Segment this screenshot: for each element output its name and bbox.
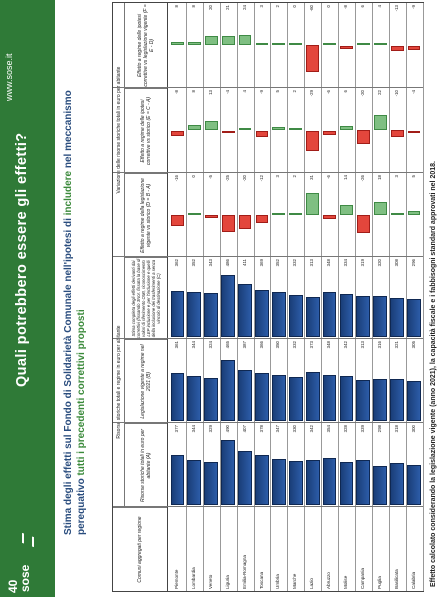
resource-bar-a <box>323 458 337 505</box>
variation-bar-d <box>289 213 302 215</box>
resource-bar-b <box>289 377 303 421</box>
variation-value-f: 0 <box>326 5 332 8</box>
variation-bar-e <box>391 131 404 138</box>
resource-bar-b <box>306 372 320 421</box>
variation-value-e: 13 <box>207 90 213 95</box>
variation-bar-e <box>239 128 252 131</box>
variation-bar-f <box>408 46 421 50</box>
region-label: Toscana <box>258 571 264 589</box>
resource-value-a: 300 <box>410 425 416 433</box>
variation-value-e: -8 <box>174 90 179 94</box>
variation-bar-f <box>222 36 235 45</box>
resource-value-a: 354 <box>326 425 332 433</box>
resource-bar-c <box>238 284 252 337</box>
resource-bar-b <box>221 360 235 421</box>
variation-bar-d <box>188 213 201 215</box>
variation-bar-d <box>408 212 421 216</box>
variation-value-f: -9 <box>410 5 416 9</box>
resource-value-a: 339 <box>359 425 365 433</box>
variation-value-e: 6 <box>343 90 348 93</box>
row-divider <box>423 3 424 591</box>
resource-bar-c <box>323 292 337 337</box>
region-label: Calabria <box>410 571 416 589</box>
variation-bar-e <box>306 131 319 151</box>
resource-value-c: 319 <box>359 259 365 267</box>
resource-bar-b <box>204 378 218 421</box>
slide-title: Quali potrebbero essere gli effetti? <box>14 132 30 387</box>
heading-highlight-1: includere <box>63 170 74 216</box>
header-c: Stima completa degli effetti derivanti dai correttivi (fissando 3Nor. fissata la base di valori di riferimento OMI, riconoscimento LEP inclusione e per l'inclusione e quelli della inclusione dei trasferimenti a senza vincolo di destinazione (C) <box>125 257 167 339</box>
resource-value-b: 321 <box>393 341 399 349</box>
resource-value-a: 330 <box>292 425 298 433</box>
resource-bar-c <box>272 292 286 337</box>
variation-bar-e <box>256 131 269 137</box>
resource-bar-b <box>272 375 286 421</box>
resource-value-b: 361 <box>174 341 179 349</box>
resource-value-b: 313 <box>359 341 365 349</box>
resource-value-a: 298 <box>376 425 382 433</box>
variation-value-e: -9 <box>258 90 264 94</box>
variation-value-f: 6 <box>359 5 365 8</box>
resource-bar-c <box>221 275 235 337</box>
variation-bar-e <box>323 131 336 135</box>
resource-bar-b <box>238 370 252 421</box>
resource-value-b: 344 <box>190 341 196 349</box>
resource-bar-b <box>187 376 201 421</box>
resource-value-a: 344 <box>190 425 196 433</box>
resource-value-b: 305 <box>410 341 416 349</box>
header-a: Risorse storiche totali in euro per abitante (A) <box>125 423 167 507</box>
variation-value-f: -13 <box>393 5 399 12</box>
variation-value-d: 3 <box>393 175 399 178</box>
resource-value-a: 329 <box>207 425 213 433</box>
resource-bar-a <box>356 460 370 505</box>
resource-bar-a <box>204 462 218 505</box>
variation-value-f: 21 <box>224 5 230 10</box>
variation-bar-f <box>272 44 285 46</box>
variation-value-f: 8 <box>190 5 196 8</box>
variation-bar-e <box>408 131 421 134</box>
variation-value-e: 5 <box>275 90 281 93</box>
variation-bar-e <box>171 131 184 137</box>
variation-bar-f <box>289 44 302 46</box>
resource-bar-b <box>255 373 269 421</box>
title-band <box>0 0 55 597</box>
resource-bar-c <box>289 295 303 337</box>
variation-bar-d <box>205 215 218 219</box>
resource-bar-a <box>373 466 387 505</box>
resource-value-b: 373 <box>309 341 315 349</box>
resource-bar-b <box>390 379 404 421</box>
variation-value-f: 2 <box>275 5 281 8</box>
region-label: Veneto <box>207 574 213 589</box>
region-label: Molise <box>343 575 348 589</box>
resource-bar-a <box>255 455 269 505</box>
heading-highlight-2: tutti i precedenti correttivi proposti <box>76 309 87 476</box>
variation-value-e: -4 <box>224 90 230 94</box>
header-b: Legislazione vigente a regime nel 2021 (B) <box>125 339 167 423</box>
region-label: Abruzzo <box>326 572 332 589</box>
resource-value-b: 342 <box>343 341 348 349</box>
variation-value-f: 20 <box>207 5 213 10</box>
variation-bar-f <box>188 42 201 46</box>
resource-value-c: 320 <box>376 259 382 267</box>
resource-value-c: 352 <box>190 259 196 267</box>
resource-value-a: 490 <box>224 425 230 433</box>
resource-bar-c <box>373 296 387 337</box>
resource-bar-c <box>356 296 370 337</box>
variation-value-e: -20 <box>359 90 365 97</box>
variation-value-d: 0 <box>190 175 196 178</box>
resource-bar-c <box>171 291 185 337</box>
region-label: Basilicata <box>393 569 399 589</box>
resource-bar-a <box>221 440 235 505</box>
variation-bar-e <box>357 131 370 145</box>
variation-value-f: 24 <box>241 5 247 10</box>
resource-value-b: 316 <box>376 341 382 349</box>
resource-bar-c <box>204 293 218 337</box>
resource-value-c: 308 <box>393 259 399 267</box>
resource-bar-a <box>407 465 421 505</box>
variation-bar-d <box>222 215 235 233</box>
resources-group-header: Risorse storiche totali e regime in euro per abitante <box>113 257 125 507</box>
resource-value-c: 334 <box>343 259 348 267</box>
resource-value-a: 347 <box>275 425 281 433</box>
variation-value-e: -4 <box>410 90 416 94</box>
header-d: Effetto a regime della legislazione vigente vs storico (D = B - A) <box>125 173 167 257</box>
variation-bar-e <box>222 131 235 134</box>
logo-mark-icon <box>22 533 34 547</box>
sose-logo: sose <box>18 564 32 592</box>
region-label: Puglia <box>376 576 382 589</box>
website-link[interactable]: www.sose.it <box>4 53 14 101</box>
resource-value-c: 411 <box>241 259 247 266</box>
resource-value-c: 348 <box>326 259 332 267</box>
resource-bar-a <box>272 459 286 505</box>
variation-value-d: -12 <box>258 175 264 182</box>
resource-value-b: 324 <box>207 341 213 349</box>
resource-value-c: 362 <box>174 259 179 267</box>
header-e: Effetto a regime delle ipotesi correttive vs storico (E = C - A) <box>125 88 167 173</box>
resource-value-a: 342 <box>309 425 315 433</box>
effects-table <box>112 2 424 592</box>
variation-value-f: 0 <box>292 5 298 8</box>
variation-value-e: -10 <box>393 90 399 97</box>
resource-bar-b <box>323 375 337 421</box>
footnote: Effetto calcolato considerando la legislazione vigente (anno 2021), la capacità fiscale e i fabbisogni standard approvati nel 2018. <box>430 161 437 587</box>
variation-bar-e <box>188 125 201 131</box>
region-label: Umbria <box>275 574 281 589</box>
resource-value-c: 332 <box>292 259 298 267</box>
resource-bar-a <box>340 462 354 505</box>
variation-value-d: 18 <box>376 175 382 180</box>
variation-value-f: 8 <box>174 5 179 8</box>
variation-value-f: 3 <box>258 5 264 8</box>
variation-bar-d <box>340 205 353 215</box>
variation-bar-f <box>171 42 184 46</box>
variation-bar-e <box>272 127 285 131</box>
variation-bar-d <box>256 215 269 223</box>
variation-bar-d <box>306 193 319 215</box>
region-label: Lazio <box>309 578 315 589</box>
variation-bar-d <box>323 215 336 219</box>
variation-value-f: -8 <box>343 5 348 9</box>
variation-bar-e <box>289 129 302 131</box>
variation-value-e: -6 <box>326 90 332 94</box>
variation-bar-f <box>391 46 404 52</box>
resource-value-b: 366 <box>258 341 264 349</box>
variation-value-d: -26 <box>359 175 365 182</box>
variation-value-d: 31 <box>309 175 315 180</box>
variations-group-header: Variazione delle risorse storiche totali in euro per abitante <box>113 3 125 257</box>
resource-bar-b <box>356 380 370 421</box>
variation-bar-d <box>374 202 387 215</box>
variation-bar-e <box>374 115 387 130</box>
variation-bar-d <box>272 213 285 215</box>
variation-value-d: 3 <box>275 175 281 178</box>
resource-value-a: 378 <box>258 425 264 433</box>
variation-bar-f <box>357 43 370 46</box>
resource-bar-a <box>289 461 303 505</box>
region-label: Liguria <box>224 575 230 589</box>
resource-bar-a <box>187 460 201 505</box>
resource-bar-b <box>373 379 387 421</box>
resource-bar-a <box>171 455 185 505</box>
column-divider <box>113 338 423 339</box>
resource-value-a: 407 <box>241 425 247 433</box>
variation-bar-f <box>374 44 387 46</box>
resource-bar-c <box>390 298 404 337</box>
variation-value-e: 8 <box>190 90 196 93</box>
resource-value-c: 343 <box>207 259 213 267</box>
region-label: Emilia-Romagna <box>241 555 247 589</box>
variation-bar-f <box>239 35 252 46</box>
region-label: Lombardia <box>190 567 196 589</box>
resource-bar-a <box>390 463 404 505</box>
variation-bar-f <box>306 46 319 73</box>
variation-value-d: -5 <box>207 175 213 179</box>
resource-value-b: 465 <box>224 341 230 349</box>
variation-bar-f <box>340 46 353 50</box>
resource-value-b: 350 <box>275 341 281 349</box>
variation-bar-f <box>323 44 336 46</box>
variation-value-d: 14 <box>343 175 348 180</box>
variation-value-f: -60 <box>309 5 315 12</box>
column-divider <box>113 422 423 423</box>
column-divider <box>113 87 423 88</box>
resource-bar-b <box>340 376 354 421</box>
resource-value-c: 486 <box>224 259 230 267</box>
resource-bar-a <box>306 460 320 505</box>
column-divider <box>113 172 423 173</box>
variation-value-e: 2 <box>292 90 298 93</box>
resource-bar-c <box>306 297 320 337</box>
variation-value-d: -16 <box>174 175 179 182</box>
resource-bar-a <box>238 451 252 505</box>
variation-bar-e <box>205 121 218 130</box>
resource-value-b: 387 <box>241 341 247 349</box>
resource-value-c: 313 <box>309 259 315 267</box>
resource-value-c: 369 <box>258 259 264 267</box>
variation-bar-f <box>256 44 269 46</box>
page-number: 40 <box>6 579 20 593</box>
variation-bar-d <box>391 213 404 215</box>
resource-bar-c <box>340 294 354 337</box>
variation-value-e: 4 <box>241 90 247 93</box>
variation-value-d: -25 <box>224 175 230 182</box>
resource-value-a: 328 <box>343 425 348 433</box>
variation-value-f: 4 <box>376 5 382 8</box>
resource-value-a: 377 <box>174 425 179 433</box>
column-divider <box>113 256 423 257</box>
variation-bar-e <box>340 126 353 130</box>
variation-bar-d <box>357 215 370 233</box>
variation-value-d: -6 <box>326 175 332 179</box>
variation-value-d: 5 <box>410 175 416 178</box>
region-column-header: Comuni aggregati per regione <box>113 507 167 591</box>
resource-bar-c <box>187 292 201 337</box>
variation-value-e: 22 <box>376 90 382 95</box>
resource-value-b: 348 <box>326 341 332 349</box>
region-label: Marche <box>292 573 298 589</box>
variation-bar-f <box>205 37 218 46</box>
variation-value-d: 2 <box>292 175 298 178</box>
resource-bar-b <box>171 373 185 421</box>
resource-value-b: 332 <box>292 341 298 349</box>
header-f: Effetto a regime delle ipotesi correttive vs legislazione vigente (F = E - D) <box>136 4 156 87</box>
slide-heading <box>62 35 88 535</box>
resource-bar-b <box>407 381 421 421</box>
region-label: Campania <box>359 568 365 589</box>
resource-value-c: 296 <box>410 259 416 267</box>
heading-text-1: Stima degli effetti sul Fondo di Solidarietà Comunale nell'ipotesi di <box>63 215 74 535</box>
variation-bar-d <box>171 215 184 226</box>
resource-value-a: 318 <box>393 425 399 433</box>
variation-bar-d <box>239 215 252 229</box>
region-label: Piemonte <box>174 569 179 589</box>
variation-value-d: -20 <box>241 175 247 182</box>
resource-bar-c <box>255 290 269 337</box>
resource-bar-c <box>407 299 421 337</box>
resource-value-c: 352 <box>275 259 281 267</box>
variation-value-e: -29 <box>309 90 315 97</box>
heading-text-2: nel meccanismo perequativo <box>63 90 87 535</box>
column-divider <box>113 506 423 507</box>
